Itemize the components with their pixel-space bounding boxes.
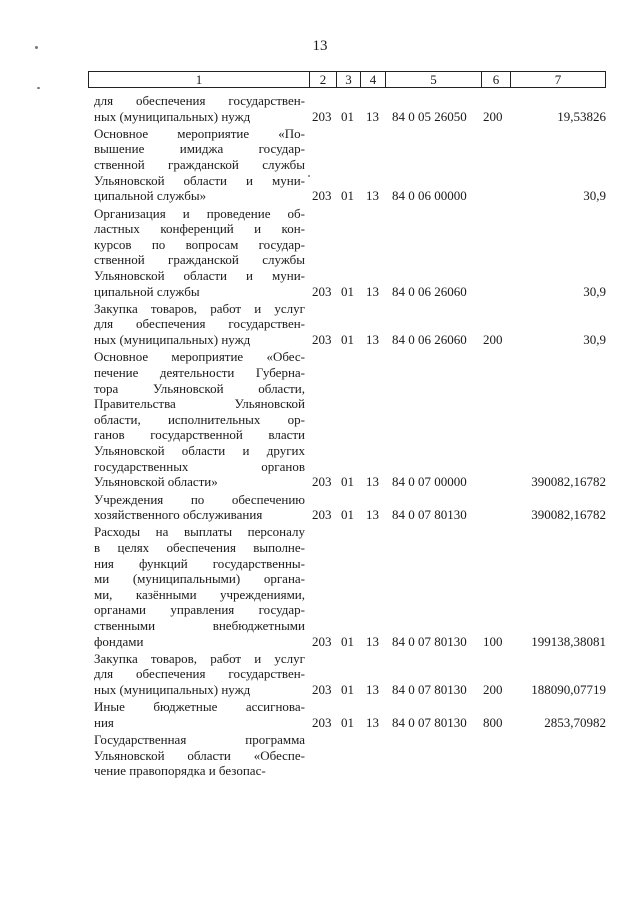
code-2: 203 xyxy=(312,714,332,730)
description-line: ния функций государственны- xyxy=(94,555,305,571)
description-line: Расходы на выплаты персоналу xyxy=(94,524,305,540)
header-col-7: 7 xyxy=(554,72,562,87)
row-description xyxy=(94,93,305,124)
description-line: органами управления государ- xyxy=(94,602,305,618)
description-line: Ульяновской области» xyxy=(94,474,218,490)
table-header xyxy=(88,71,606,88)
description-line: Основное мероприятие «Обес- xyxy=(94,349,305,365)
code-2: 203 xyxy=(312,633,332,649)
code-5: 84 0 07 80130 xyxy=(392,507,467,523)
description-line: курсов по вопросам государ- xyxy=(94,236,305,252)
code-4: 13 xyxy=(366,633,379,649)
header-col-4: 4 xyxy=(369,72,377,87)
description-line: Закупка товаров, работ и услуг xyxy=(94,300,305,316)
header-col-6: 6 xyxy=(492,72,500,87)
code-2: 203 xyxy=(312,474,332,490)
header-col-5: 5 xyxy=(430,72,437,87)
page-number: 13 xyxy=(312,38,328,54)
description-line: Основное мероприятие «По- xyxy=(94,125,305,141)
amount: 30,9 xyxy=(583,188,606,204)
code-4: 13 xyxy=(366,474,379,490)
row-description xyxy=(94,301,305,348)
description-line: Закупка товаров, работ и услуг xyxy=(94,650,305,666)
row-description xyxy=(94,699,305,730)
description-line: ми (муниципальными) органа- xyxy=(94,571,305,587)
description-line: Государственная программа xyxy=(94,732,305,748)
description-line: Иные бюджетные ассигнова- xyxy=(94,699,305,715)
description-line: ния xyxy=(94,714,114,730)
description-line: вышение имиджа государ- xyxy=(94,141,305,157)
scan-speck xyxy=(35,46,38,49)
code-6: 200 xyxy=(483,332,503,348)
description-line: ганов государственной власти xyxy=(94,427,305,443)
code-2: 203 xyxy=(312,188,332,204)
scan-speck xyxy=(37,87,40,89)
code-6: 200 xyxy=(483,682,503,698)
description-line: Правительства Ульяновской xyxy=(94,396,305,412)
row-description xyxy=(94,492,305,523)
code-3: 01 xyxy=(341,332,354,348)
code-3: 01 xyxy=(341,714,354,730)
description-line: ластных конференций и кон- xyxy=(94,221,305,237)
code-4: 13 xyxy=(366,332,379,348)
description-line: ных (муниципальных) нужд xyxy=(94,108,251,124)
code-2: 203 xyxy=(312,682,332,698)
code-2: 203 xyxy=(312,283,332,299)
description-line: ственными внебюджетными xyxy=(94,617,305,633)
description-line: области, исполнительных ор- xyxy=(94,411,305,427)
code-3: 01 xyxy=(341,633,354,649)
code-5: 84 0 07 00000 xyxy=(392,474,467,490)
row-description xyxy=(94,126,305,204)
code-5: 84 0 07 80130 xyxy=(392,714,467,730)
description-line: ственной гражданской службы xyxy=(94,157,305,173)
row-description xyxy=(94,651,305,698)
code-5: 84 0 07 80130 xyxy=(392,682,467,698)
amount: 188090,07719 xyxy=(531,682,606,698)
amount: 30,9 xyxy=(583,283,606,299)
description-line: ципальной службы xyxy=(94,283,200,299)
code-3: 01 xyxy=(341,474,354,490)
code-4: 13 xyxy=(366,188,379,204)
code-2: 203 xyxy=(312,332,332,348)
row-description xyxy=(94,732,305,779)
code-5: 84 0 06 26060 xyxy=(392,283,467,299)
code-3: 01 xyxy=(341,283,354,299)
code-5: 84 0 05 26050 xyxy=(392,108,467,124)
description-line: для обеспечения государствен- xyxy=(94,93,305,108)
code-5: 84 0 06 00000 xyxy=(392,188,467,204)
header-col-3: 3 xyxy=(345,72,352,87)
amount: 199138,38081 xyxy=(531,633,606,649)
description-line: Учреждения по обеспечению xyxy=(94,491,305,507)
row-description xyxy=(94,349,305,489)
code-2: 203 xyxy=(312,108,332,124)
code-6: 800 xyxy=(483,714,503,730)
header-col-2: 2 xyxy=(319,72,327,87)
code-5: 84 0 07 80130 xyxy=(392,633,467,649)
code-4: 13 xyxy=(366,714,379,730)
description-line: тора Ульяновской области, xyxy=(94,380,305,396)
code-3: 01 xyxy=(341,108,354,124)
code-3: 01 xyxy=(341,188,354,204)
description-line: Ульяновской области и муни- xyxy=(94,267,305,283)
code-2: 203 xyxy=(312,507,332,523)
description-line: хозяйственного обслуживания xyxy=(94,507,263,523)
row-description xyxy=(94,524,305,649)
description-line: ципальной службы» xyxy=(94,188,207,204)
code-4: 13 xyxy=(366,682,379,698)
amount: 19,53826 xyxy=(557,108,606,124)
description-line: в целях обеспечения выполне- xyxy=(94,539,305,555)
description-line: для обеспечения государствен- xyxy=(94,316,305,332)
description-line: чение правопорядка и безопас- xyxy=(94,763,266,779)
description-line: печение деятельности Губерна- xyxy=(94,364,305,380)
amount: 390082,16782 xyxy=(531,474,606,490)
description-line: ми, казёнными учреждениями, xyxy=(94,586,305,602)
code-6: 200 xyxy=(483,108,503,124)
scan-speck xyxy=(308,175,310,177)
description-line: фондами xyxy=(94,633,144,649)
description-line: Организация и проведение об- xyxy=(94,205,305,221)
code-3: 01 xyxy=(341,507,354,523)
description-line: Ульяновской области и муни- xyxy=(94,172,305,188)
description-line: Ульяновской области «Обеспе- xyxy=(94,747,305,763)
description-line: для обеспечения государствен- xyxy=(94,666,305,682)
row-description xyxy=(94,206,305,300)
description-line: ственной гражданской службы xyxy=(94,252,305,268)
description-line: ных (муниципальных) нужд xyxy=(94,682,251,698)
amount: 2853,70982 xyxy=(544,714,606,730)
code-6: 100 xyxy=(483,633,503,649)
amount: 390082,16782 xyxy=(531,507,606,523)
description-line: Ульяновской области и других xyxy=(94,442,305,458)
code-4: 13 xyxy=(366,108,379,124)
code-3: 01 xyxy=(341,682,354,698)
description-line: ных (муниципальных) нужд xyxy=(94,332,251,348)
description-line: государственных органов xyxy=(94,458,305,474)
amount: 30,9 xyxy=(583,332,606,348)
header-col-1: 1 xyxy=(195,72,203,87)
code-5: 84 0 06 26060 xyxy=(392,332,467,348)
code-4: 13 xyxy=(366,283,379,299)
code-4: 13 xyxy=(366,507,379,523)
